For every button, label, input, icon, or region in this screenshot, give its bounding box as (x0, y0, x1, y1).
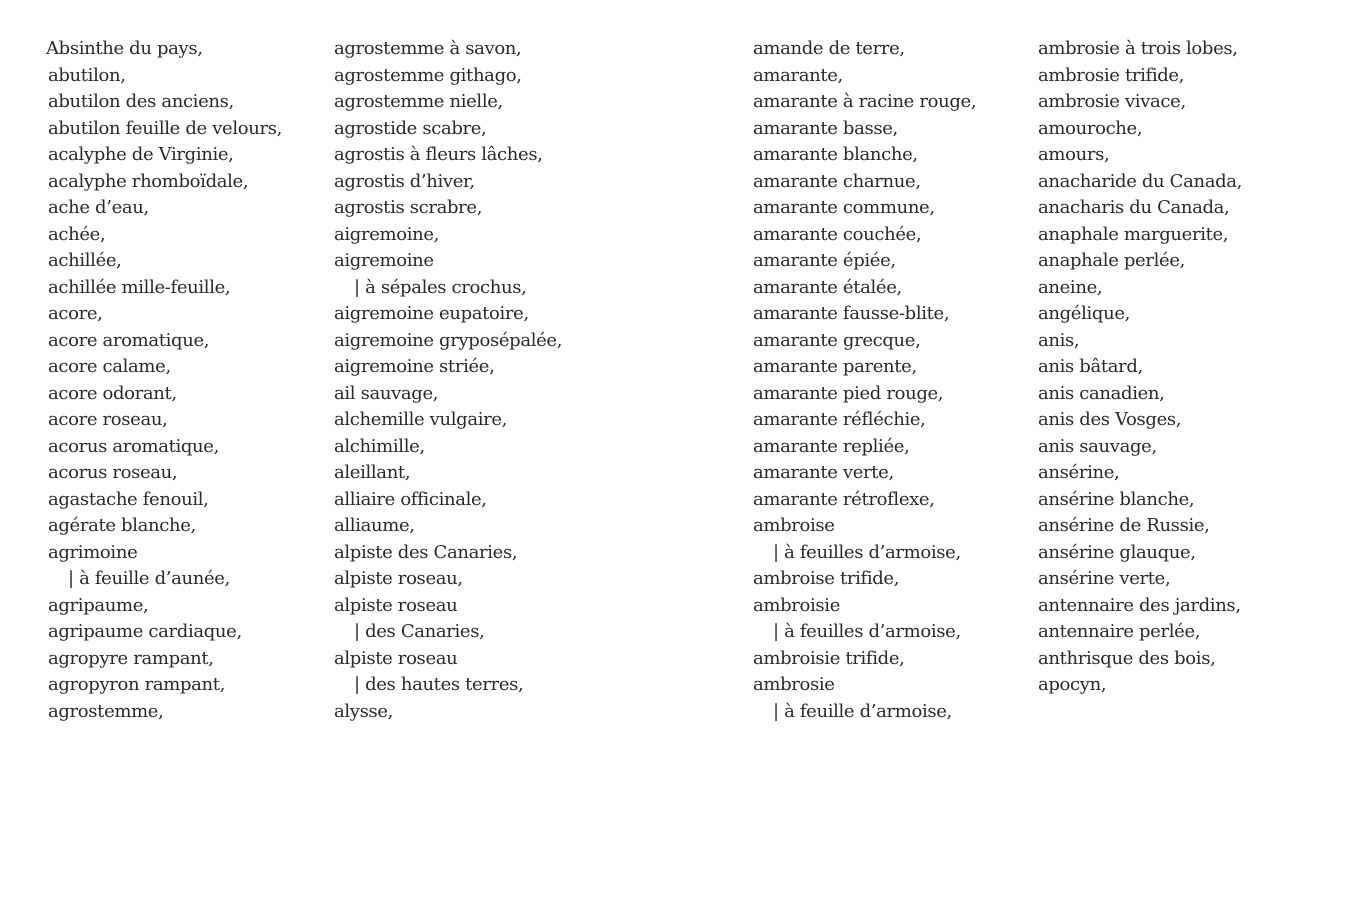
list-item: anis sauvage, (1038, 435, 1157, 457)
list-item: amarante charnue, (753, 170, 921, 192)
list-item: ambrosie vivace, (1038, 91, 1186, 112)
list-item: acore roseau, (48, 409, 168, 430)
list-item: ambroise trifide, (753, 568, 900, 589)
list-item-continuation: | des Canaries, (354, 621, 485, 642)
list-item: agrostis à fleurs lâches, (334, 144, 543, 165)
list-item: aneine, (1038, 276, 1103, 298)
list-item: Absinthe du pays, (46, 38, 203, 59)
list-item: anis canadien, (1038, 382, 1165, 404)
list-item: ache d’eau, (48, 197, 149, 218)
list-item: agrostis d’hiver, (334, 170, 475, 192)
list-item: achée, (48, 223, 106, 245)
list-item: agripaume cardiaque, (48, 621, 242, 642)
list-item: angélique, (1038, 303, 1131, 324)
list-item: amarante verte, (753, 462, 894, 483)
column-2 (334, 36, 562, 725)
list-item: aigremoine gryposépalée, (334, 329, 563, 351)
list-item-continuation: | à sépales crochus, (354, 276, 527, 298)
list-item: ambroise (753, 515, 835, 536)
list-item: agérate blanche, (48, 515, 196, 536)
list-item: amarante couchée, (753, 223, 922, 245)
list-item: ambrosie à trois lobes, (1038, 38, 1238, 59)
list-item: ambroisie (753, 594, 841, 616)
list-item: anis des Vosges, (1038, 409, 1182, 430)
list-item: acalyphe rhomboïdale, (48, 170, 249, 192)
list-item: amarante épiée, (753, 250, 896, 271)
list-item: amours, (1038, 144, 1110, 165)
list-item: agrimoine (48, 541, 138, 563)
list-item: alysse, (334, 700, 394, 722)
list-item: ambrosie (753, 674, 835, 695)
list-item: achillée, (48, 250, 122, 271)
list-item: agrostemme nielle, (334, 91, 503, 112)
list-item: acalyphe de Virginie, (48, 144, 234, 165)
list-item: amarante à racine rouge, (753, 91, 977, 112)
list-item: ambroisie trifide, (753, 647, 905, 669)
list-item: anis, (1038, 329, 1080, 351)
list-item: alchimille, (334, 435, 425, 457)
list-item: anaphale marguerite, (1038, 223, 1229, 245)
list-item: acore odorant, (48, 382, 177, 404)
list-item: abutilon des anciens, (48, 91, 234, 112)
list-item: acorus roseau, (48, 462, 178, 483)
list-item: amarante repliée, (753, 435, 910, 457)
list-item-continuation: | à feuille d’aunée, (68, 568, 230, 589)
list-item: amarante parente, (753, 356, 917, 377)
list-item: acore, (48, 303, 103, 324)
list-item: amarante grecque, (753, 329, 921, 351)
column-4 (1038, 36, 1242, 699)
list-item: agrostemme githago, (334, 64, 522, 86)
list-item: amarante fausse-blite, (753, 303, 950, 324)
list-item: alpiste roseau, (334, 568, 463, 589)
list-item: agrostemme à savon, (334, 38, 522, 59)
list-item: ail sauvage, (334, 382, 439, 404)
list-item: amarante commune, (753, 197, 935, 218)
column-3 (753, 36, 976, 725)
list-item: aleillant, (334, 462, 411, 483)
list-item: amouroche, (1038, 117, 1143, 139)
list-item: anis bâtard, (1038, 356, 1143, 377)
list-item: ansérine, (1038, 462, 1120, 483)
list-item-continuation: | des hautes terres, (354, 674, 524, 695)
list-item: apocyn, (1038, 674, 1107, 695)
list-item: anthrisque des bois, (1038, 647, 1216, 669)
list-item: aigremoine striée, (334, 356, 495, 377)
list-item: agrostide scabre, (334, 117, 487, 139)
list-item: acorus aromatique, (48, 435, 219, 457)
list-item: agrostis scrabre, (334, 197, 483, 218)
list-item: agropyre rampant, (48, 647, 214, 669)
list-item: agripaume, (48, 594, 149, 616)
list-item: aigremoine (334, 250, 434, 271)
list-item-continuation: | à feuilles d’armoise, (773, 621, 961, 642)
column-1 (48, 36, 282, 725)
list-item: alchemille vulgaire, (334, 409, 508, 430)
list-item: acore calame, (48, 356, 171, 377)
list-item: ansérine verte, (1038, 568, 1171, 589)
list-item: amarante blanche, (753, 144, 918, 165)
list-item: achillée mille-feuille, (48, 276, 231, 298)
list-item: amarante pied rouge, (753, 382, 944, 404)
list-item: antennaire perlée, (1038, 621, 1201, 642)
list-item: amande de terre, (753, 38, 905, 59)
list-item: agrostemme, (48, 700, 164, 722)
list-item: ansérine de Russie, (1038, 515, 1210, 536)
list-item: alpiste roseau (334, 647, 458, 669)
list-item: amarante rétroflexe, (753, 488, 935, 510)
list-item-continuation: | à feuilles d’armoise, (773, 541, 961, 563)
list-item: anacharide du Canada, (1038, 170, 1243, 192)
list-item: ansérine glauque, (1038, 541, 1196, 563)
list-item-continuation: | à feuille d’armoise, (773, 700, 952, 722)
list-item: anacharis du Canada, (1038, 197, 1230, 218)
list-item: amarante basse, (753, 117, 898, 139)
list-item: agastache fenouil, (48, 488, 209, 510)
list-item: alliaire officinale, (334, 488, 487, 510)
list-item: amarante, (753, 64, 843, 86)
list-item: amarante étalée, (753, 276, 902, 298)
list-item: antennaire des jardins, (1038, 594, 1241, 616)
list-item: ansérine blanche, (1038, 488, 1195, 510)
list-item: aigremoine, (334, 223, 440, 245)
list-item: acore aromatique, (48, 329, 210, 351)
list-item: anaphale perlée, (1038, 250, 1185, 271)
list-item: alliaume, (334, 515, 415, 536)
list-item: abutilon, (48, 64, 126, 86)
list-item: abutilon feuille de velours, (48, 117, 282, 139)
list-item: agropyron rampant, (48, 674, 226, 695)
list-item: aigremoine eupatoire, (334, 303, 529, 324)
list-item: ambrosie trifide, (1038, 64, 1185, 86)
list-item: alpiste roseau (334, 594, 458, 616)
list-item: amarante réfléchie, (753, 409, 926, 430)
list-item: alpiste des Canaries, (334, 541, 518, 563)
